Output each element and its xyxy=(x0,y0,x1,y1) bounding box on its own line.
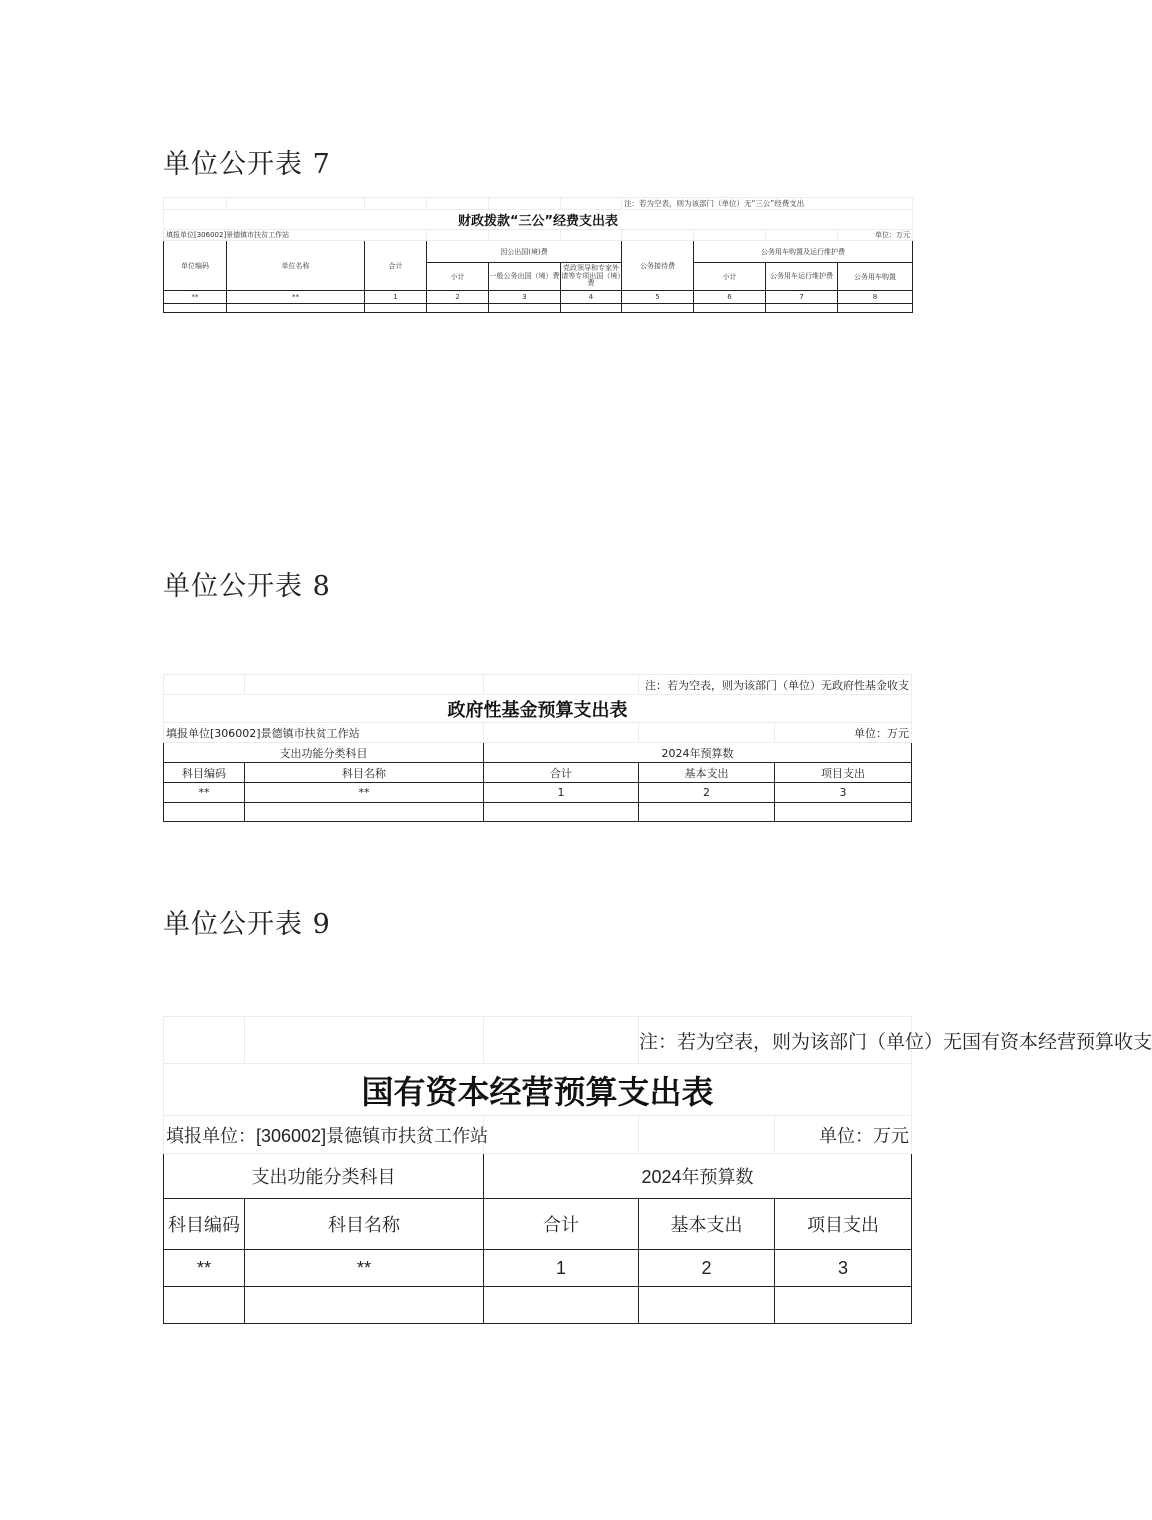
col-project: 项目支出 xyxy=(775,1199,912,1250)
col-code: 科目编码 xyxy=(164,763,245,783)
table-row xyxy=(164,291,913,304)
table9-fill-unit: 填报单位：[306002]景德镇市扶贫工作站 xyxy=(164,1116,484,1154)
index-cell: 5 xyxy=(622,291,694,304)
col-total: 合计 xyxy=(484,763,639,783)
index-cell: ** xyxy=(227,291,365,304)
index-cell: ** xyxy=(245,783,484,803)
table8-unit: 单位：万元 xyxy=(775,723,912,743)
table8-note: 注：若为空表，则为该部门（单位）无政府性基金收支 xyxy=(639,675,912,695)
index-cell: ** xyxy=(164,1250,245,1287)
col-code: 科目编码 xyxy=(164,1199,245,1250)
table8-title: 政府性基金预算支出表 xyxy=(164,695,912,723)
col-name: 科目名称 xyxy=(245,763,484,783)
col-total: 合计 xyxy=(484,1199,639,1250)
index-cell: 2 xyxy=(427,291,489,304)
index-cell: ** xyxy=(245,1250,484,1287)
index-cell: ** xyxy=(164,291,227,304)
government-fund-table xyxy=(163,674,912,822)
col-budget: 2024年预算数 xyxy=(484,1154,912,1199)
table-row xyxy=(164,783,912,803)
col-general-abroad: 一般公务出国（境）费 xyxy=(489,263,561,291)
index-cell: 2 xyxy=(639,783,775,803)
col-category: 支出功能分类科目 xyxy=(164,1154,484,1199)
table7-note: 注：若为空表，则为该部门（单位）无“三公”经费支出 xyxy=(622,198,913,210)
section8-heading: 单位公开表 8 xyxy=(163,571,331,602)
index-cell: 1 xyxy=(484,783,639,803)
col-vehicle-purchase: 公务用车购置 xyxy=(838,263,913,291)
section7-heading: 单位公开表 7 xyxy=(163,149,331,180)
col-abroad-group: 因公出国(境)费 xyxy=(427,241,622,263)
col-special-abroad: 党政领导和专家外请等专项出国（境）费 xyxy=(561,263,622,291)
index-cell: 6 xyxy=(694,291,766,304)
col-vehicle-maint: 公务用车运行维护费 xyxy=(766,263,838,291)
section9-heading: 单位公开表 9 xyxy=(163,909,331,940)
col-category: 支出功能分类科目 xyxy=(164,743,484,763)
index-cell: 2 xyxy=(639,1250,775,1287)
col-vehicle-subtotal: 小计 xyxy=(694,263,766,291)
index-cell: 7 xyxy=(766,291,838,304)
col-unit-code: 单位编码 xyxy=(164,241,227,291)
table9-note: 注：若为空表，则为该部门（单位）无国有资本经营预算收支 xyxy=(639,1017,912,1064)
col-abroad-subtotal: 小计 xyxy=(427,263,489,291)
table8-fill-unit: 填报单位[306002]景德镇市扶贫工作站 xyxy=(164,723,484,743)
col-basic: 基本支出 xyxy=(639,763,775,783)
index-cell: 8 xyxy=(838,291,913,304)
table-row xyxy=(164,1250,912,1287)
index-cell: 3 xyxy=(775,1250,912,1287)
index-cell: ** xyxy=(164,783,245,803)
table-row xyxy=(164,803,912,822)
col-reception: 公务接待费 xyxy=(622,241,694,291)
table7-unit: 单位：万元 xyxy=(838,230,913,241)
index-cell: 3 xyxy=(775,783,912,803)
table7-fill-unit: 填报单位[306002]景德镇市扶贫工作站 xyxy=(164,230,427,241)
three-public-expenses-table xyxy=(163,197,913,313)
col-budget: 2024年预算数 xyxy=(484,743,912,763)
table9-unit: 单位：万元 xyxy=(775,1116,912,1154)
col-total: 合计 xyxy=(365,241,427,291)
col-name: 科目名称 xyxy=(245,1199,484,1250)
col-vehicle-group: 公务用车购置及运行维护费 xyxy=(694,241,913,263)
index-cell: 1 xyxy=(365,291,427,304)
col-project: 项目支出 xyxy=(775,763,912,783)
index-cell: 3 xyxy=(489,291,561,304)
table-row xyxy=(164,1287,912,1324)
col-unit-name: 单位名称 xyxy=(227,241,365,291)
table-row xyxy=(164,304,913,313)
col-basic: 基本支出 xyxy=(639,1199,775,1250)
index-cell: 4 xyxy=(561,291,622,304)
state-capital-table xyxy=(163,1016,1152,1324)
index-cell: 1 xyxy=(484,1250,639,1287)
table9-title: 国有资本经营预算支出表 xyxy=(164,1064,912,1116)
table7-title: 财政拨款“三公”经费支出表 xyxy=(164,210,913,230)
